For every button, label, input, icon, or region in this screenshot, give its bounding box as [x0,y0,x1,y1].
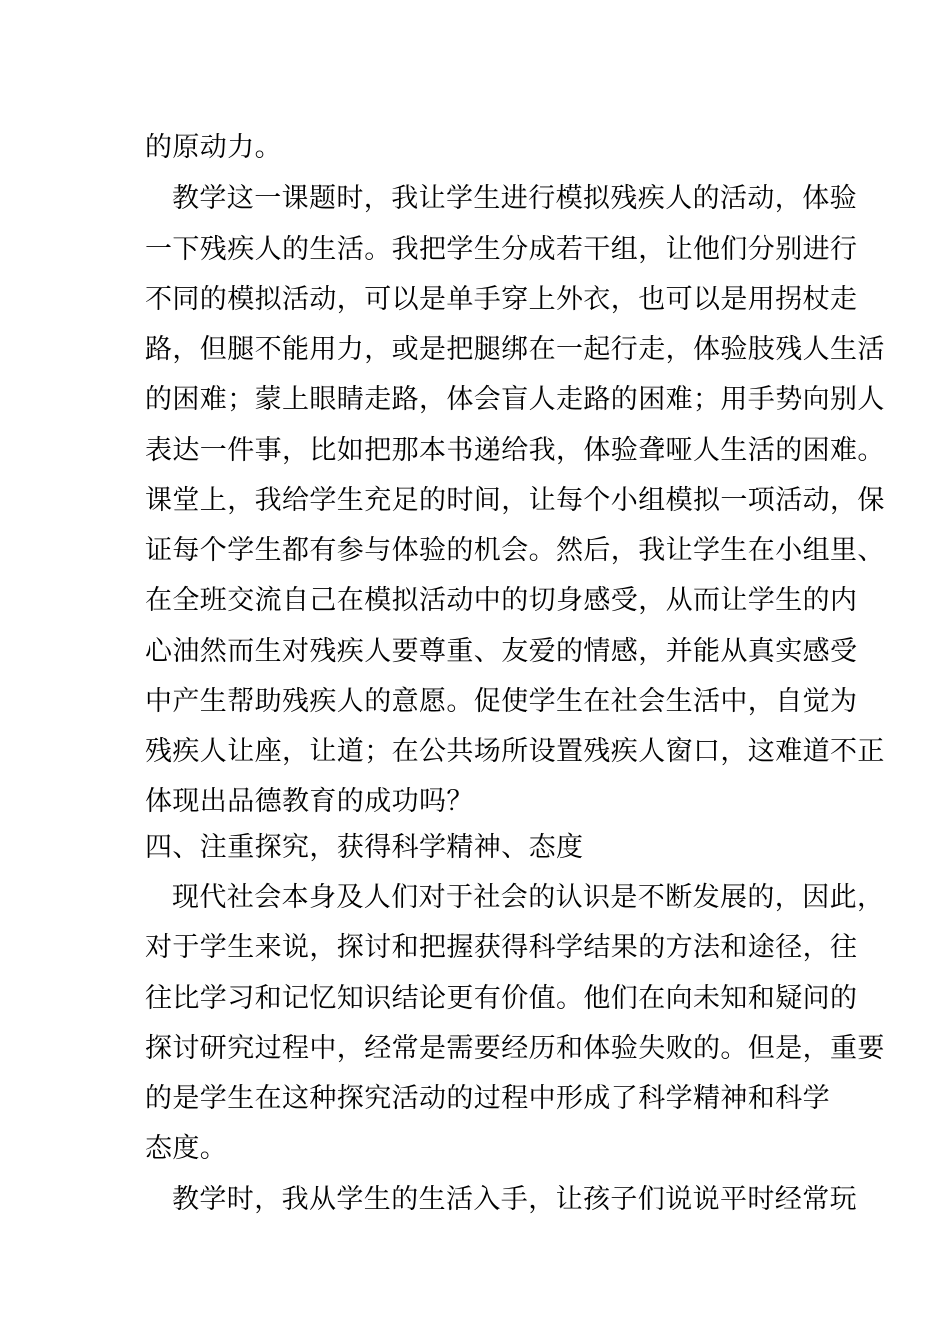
text-line: 的是学生在这种探究活动的过程中形成了科学精神和科学 [145,1083,830,1114]
text-line: 的困难；蒙上眼睛走路，体会盲人走路的困难；用手势向别人 [145,384,885,415]
text-line: 心油然而生对残疾人要尊重、友爱的情感，并能从真实感受 [145,636,858,667]
text-line: 路，但腿不能用力，或是把腿绑在一起行走，体验肢残人生活 [145,334,885,365]
text-line: 不同的模拟活动，可以是单手穿上外衣，也可以是用拐杖走 [145,284,858,315]
text-line: 往比学习和记忆知识结论更有价值。他们在向未知和疑问的 [145,983,858,1014]
text-line: 在全班交流自己在模拟活动中的切身感受，从而让学生的内 [145,585,858,616]
text-line: 表达一件事，比如把那本书递给我，体验聋哑人生活的困难。 [145,435,885,466]
text-line: 态度。 [145,1133,228,1164]
text-line: 残疾人让座，让道；在公共场所设置残疾人窗口，这难道不正 [145,736,885,767]
text-line: 体现出品德教育的成功吗？ [145,786,474,817]
text-line: 证每个学生都有参与体验的机会。然后，我让学生在小组里、 [145,535,885,566]
text-line: 探讨研究过程中，经常是需要经历和体验失败的。但是，重要 [145,1033,885,1064]
paragraph-first-line: 教学时，我从学生的生活入手，让孩子们说说平时经常玩 [172,1184,857,1215]
section-heading: 四、注重探究，获得科学精神、态度 [145,832,584,863]
text-line: 的原动力。 [145,132,282,163]
paragraph-first-line: 现代社会本身及人们对于社会的认识是不断发展的，因此， [172,882,885,913]
text-line: 中产生帮助残疾人的意愿。促使学生在社会生活中，自觉为 [145,686,858,717]
text-line: 一下残疾人的生活。我把学生分成若干组，让他们分别进行 [145,234,858,265]
text-line: 课堂上，我给学生充足的时间，让每个小组模拟一项活动，保 [145,485,885,516]
paragraph-first-line: 教学这一课题时，我让学生进行模拟残疾人的活动，体验 [172,183,857,214]
text-line: 对于学生来说，探讨和把握获得科学结果的方法和途径，往 [145,932,858,963]
